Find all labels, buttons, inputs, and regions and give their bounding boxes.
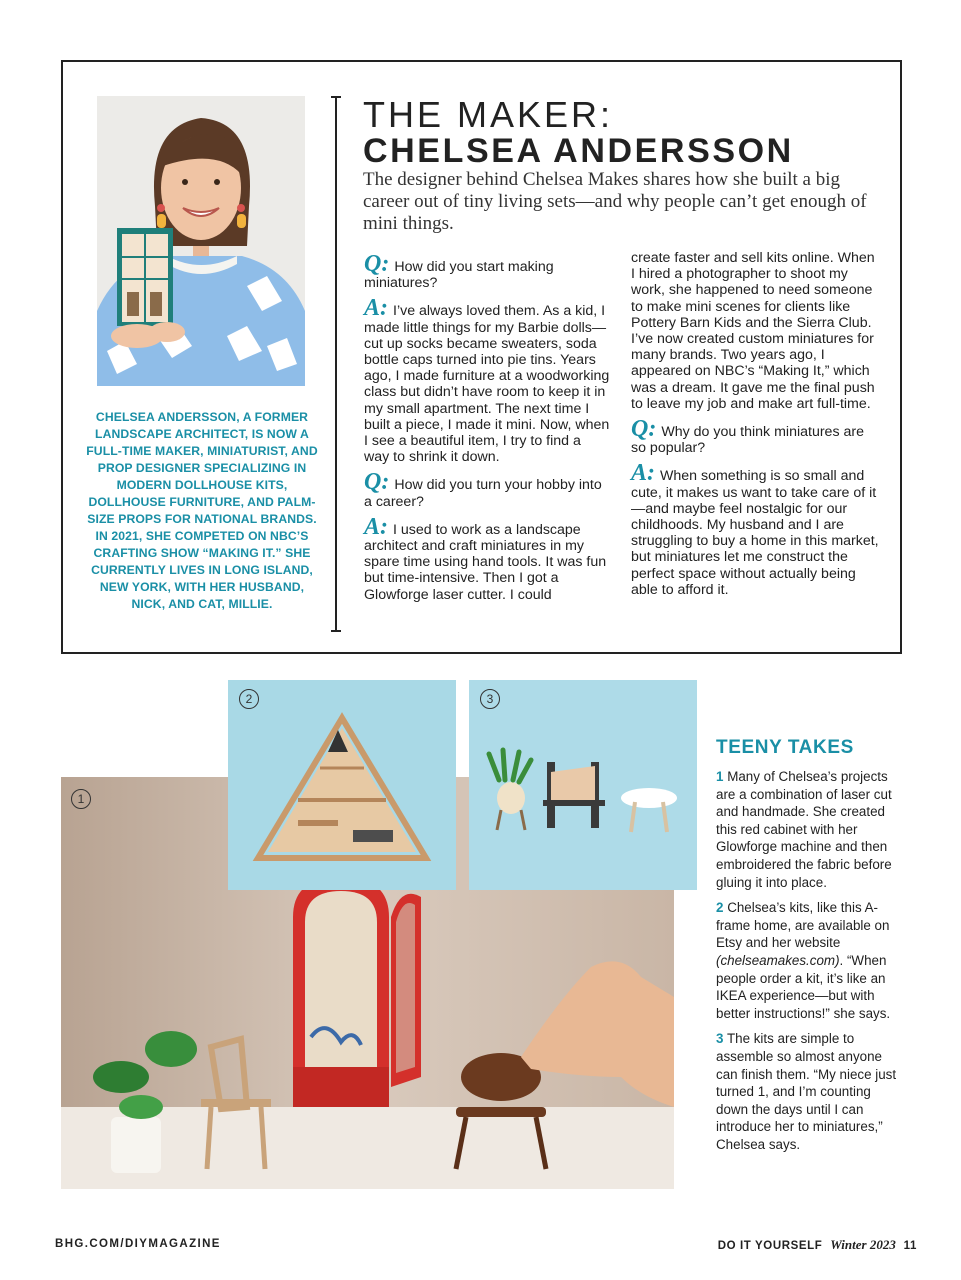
footer-url: BHG.COM/DIYMAGAZINE — [55, 1238, 221, 1250]
teeny-take-text: The kits are simple to assemble so almost anyone can finish them. “My niece just turned 1, and I’m counting down the days until I can introduce her to miniatures,” Chelsea says. — [716, 1031, 897, 1152]
q-label: Q: — [364, 251, 390, 277]
bio-text: CHELSEA ANDERSSON, A FORMER LANDSCAPE ARCHITECT, IS NOW A FULL-TIME MAKER, MINIATURIST, AND PROP DESIGNER SPECIALIZING IN MODERN DOLLHOUSE KITS, DOLLHOUSE FURNITURE, AND PALM-SIZE PROPS FOR NATIONAL BRANDS. IN 2021, SHE COMPETED ON NBC’S CRAFTING SHOW “MAKING IT.” SHE CURRENTLY LIVES IN LONG ISLAND, NEW YORK, WITH HER HUSBAND, NICK, AND CAT, MILLIE. — [86, 410, 318, 611]
photo-number-2: 2 — [239, 689, 259, 709]
photo-chair-set — [469, 680, 697, 890]
photo-number-1: 1 — [71, 789, 91, 809]
vertical-divider — [335, 96, 337, 632]
teeny-take-2 — [716, 899, 902, 1022]
footer-folio — [718, 1237, 917, 1253]
teeny-take-3 — [716, 1030, 902, 1153]
article-dek: The designer behind Chelsea Makes shares how she built a big career out of tiny living sets—and why people can’t get enough of mini things. — [363, 169, 867, 234]
question-3 — [631, 416, 881, 457]
teeny-takes-heading: TEENY TAKES — [716, 737, 854, 758]
q-label: Q: — [364, 469, 390, 496]
teeny-take-number: 1 — [716, 769, 724, 784]
a-label: A: — [631, 460, 655, 487]
q-label: Q: — [631, 416, 657, 443]
question-2 — [364, 469, 610, 510]
footer-section: DO IT YOURSELF — [717, 1240, 823, 1252]
title-line-1: THE MAKER: — [363, 94, 614, 135]
answer-3 — [631, 460, 881, 598]
teeny-take-text: Chelsea’s kits, like this A-frame home, are available on Etsy and her website — [716, 900, 890, 951]
photo-a-frame — [228, 680, 456, 890]
footer-season: Winter 2023 — [830, 1237, 896, 1252]
interview-column-right — [631, 250, 881, 607]
website-text: (chelseamakes.com) — [716, 952, 840, 968]
portrait-photo — [97, 96, 305, 386]
interview-column-left — [364, 251, 610, 612]
answer-1 — [364, 295, 610, 466]
question-2-text: How did you turn your hobby into a career? — [364, 477, 602, 510]
answer-1-text: I’ve always loved them. As a kid, I made little things for my Barbie dolls—cut up socks became sweaters, soda bottle caps turned into pie tins. Years ago, I made furniture at a woodworking class but didn’t have room to keep it in my small apartment. The next time I built a piece, I made it mini. Now, when I see a beautiful item, I try to find a way to shrink it down. — [364, 303, 610, 466]
teeny-takes-list — [716, 768, 902, 1161]
teeny-take-text-cont: . “When people order a kit, it’s like an IKEA experience—but with better instructions!” she says. — [716, 952, 891, 1021]
question-3-text: Why do you think miniatures are so popular? — [631, 424, 864, 457]
photo-number-3: 3 — [480, 689, 500, 709]
answer-3-text: When something is so small and cute, it makes us want to take care of it—and maybe feel nostalgic for our childhoods. My husband and I are struggling to buy a home in this market, but miniatures let me construct the perfect space without actually being able to afford it. — [631, 468, 879, 598]
a-label: A: — [364, 513, 388, 540]
answer-2 — [364, 513, 610, 603]
question-1 — [364, 251, 610, 292]
a-label: A: — [364, 295, 388, 322]
answer-2-continued: create faster and sell kits online. When I hired a photographer to shoot my work, she happened to need someone to make mini scenes for clients like Pottery Barn Kids and the Sierra Club. I’ve now created custom miniatures for many brands. Two years ago, I appeared on NBC’s “Making It,” which was a dream. It gave me the final push to leave my job and make art full-time. — [631, 250, 875, 412]
question-1-text: How did you start making miniatures? — [364, 259, 554, 292]
teeny-take-number: 2 — [716, 900, 724, 916]
page-number: 11 — [903, 1240, 917, 1252]
teeny-take-1 — [716, 768, 902, 891]
answer-2-text: I used to work as a landscape architect and craft miniatures in my spare time using hand tools. It was fun but time-intensive. Then I got a Glowforge laser cutter. I could — [364, 521, 607, 603]
title-line-2: CHELSEA ANDERSSON — [363, 132, 794, 170]
teeny-take-number: 3 — [716, 1031, 724, 1047]
teeny-take-text: Many of Chelsea’s projects are a combination of laser cut and handmade. She created this red cabinet with her Glowforge machine and then embroidered the fabric before gluing it into place. — [716, 769, 892, 890]
